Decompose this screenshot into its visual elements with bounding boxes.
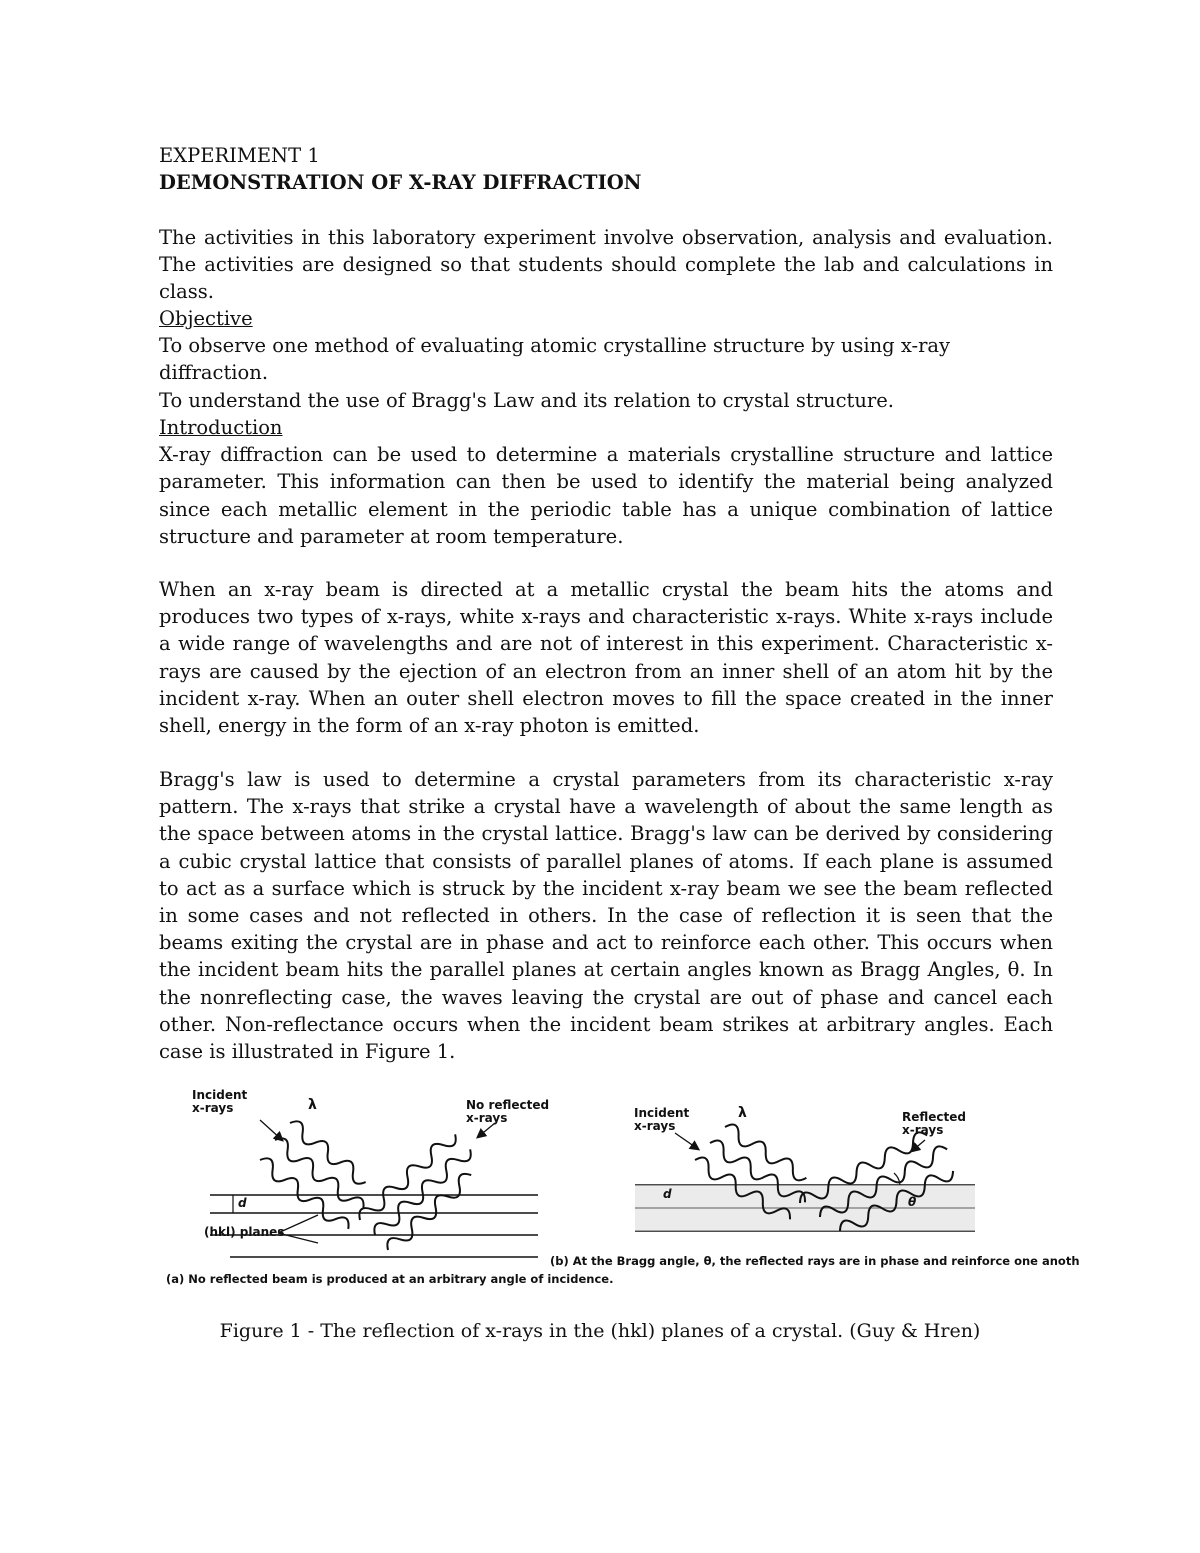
panel-b-diagram [635, 1121, 975, 1237]
introduction-heading: Introduction [159, 416, 283, 439]
intro-paragraph: The activities in this laboratory experiment involve observation, analysis and evaluation. The activities are designed so that students should complete the lab and calculations in class. [159, 226, 1053, 304]
reflected-arrow-icon [478, 1123, 495, 1137]
panel-b-incident-label: Incident x-rays [634, 1106, 690, 1133]
introduction-paragraph-2: When an x-ray beam is directed at a metallic crystal the beam hits the atoms and produces two types of x-rays, white x-rays and characteristic x-rays. White x-rays include a wide range of wavelengths and are not of interest in this experiment. Characteristic x-rays are caused by the ejection of an electron from an inner shell of an atom hit by the incident x-ray. When an outer shell electron moves to fill the space created in the inner shell, energy in the form of an x-ray photon is emitted. [159, 578, 1053, 738]
experiment-title: DEMONSTRATION OF X-RAY DIFFRACTION [159, 171, 642, 195]
introduction-section [159, 414, 1053, 550]
panel-b-lambda-label: λ [738, 1105, 747, 1121]
title-block [159, 142, 1053, 196]
introduction-paragraph-3: Bragg's law is used to determine a crystal parameters from its characteristic x-ray pattern. The x-rays that strike a crystal have a wavelength of about the same length as the space between atoms in the crystal lattice. Bragg's law can be derived by considering a cubic crystal lattice that consists of parallel planes of atoms. If each plane is assumed to act as a surface which is struck by the incident x-ray beam we see the beam reflected in some cases and not reflected in others. In the case of reflection it is seen that the beams exiting the crystal are in phase and act to reinforce each other. This occurs when the incident beam hits the parallel planes at certain angles known as Bragg Angles, θ. In the nonreflecting case, the waves leaving the crystal are out of phase and cancel each other. Non-reflectance occurs when the incident beam strikes at arbitrary angles. Each case is illustrated in Figure 1. [159, 768, 1053, 1064]
panel-a-planes-label: (hkl) planes [204, 1225, 285, 1239]
panel-b-reflected-label: Reflected x-rays [902, 1110, 966, 1137]
experiment-number: EXPERIMENT 1 [159, 144, 320, 167]
incident-arrow-icon [260, 1120, 282, 1140]
panel-a-incident-label: Incident x-rays [192, 1088, 248, 1115]
objective-line-1: To observe one method of evaluating atomic crystalline structure by using x-ray diffraction. [159, 334, 951, 385]
objective-section [159, 305, 1053, 414]
figure-1 [160, 1085, 1080, 1290]
objective-line-2: To understand the use of Bragg's Law and its relation to crystal structure. [159, 388, 894, 412]
objective-heading: Objective [159, 307, 253, 330]
panel-b-theta-label: θ [908, 1195, 917, 1209]
panel-b-caption: (b) At the Bragg angle, θ, the reflected rays are in phase and reinforce one anoth [550, 1254, 1080, 1268]
introduction-paragraph-1: X-ray diffraction can be used to determine a materials crystalline structure and lattice parameter. This information can then be used to identify the material being analyzed since each metallic element in the periodic table has a unique combination of lattice structure and parameter at room temperature. [159, 443, 1053, 548]
incident-wave [286, 1117, 370, 1187]
panel-a-reflected-label: No reflected x-rays [466, 1098, 550, 1125]
panel-a-d-label: d [238, 1196, 247, 1210]
outgoing-wave [355, 1129, 459, 1225]
panel-a-caption: (a) No reflected beam is produced at an arbitrary angle of incidence. [166, 1272, 614, 1286]
incident-wave [721, 1121, 810, 1184]
panel-b-d-label: d [663, 1187, 672, 1201]
incident-arrow-icon [675, 1133, 698, 1149]
panel-a-lambda-label: λ [308, 1097, 317, 1113]
figure-caption: Figure 1 - The reflection of x-rays in the (hkl) planes of a crystal. (Guy & Hren) [219, 1320, 981, 1342]
